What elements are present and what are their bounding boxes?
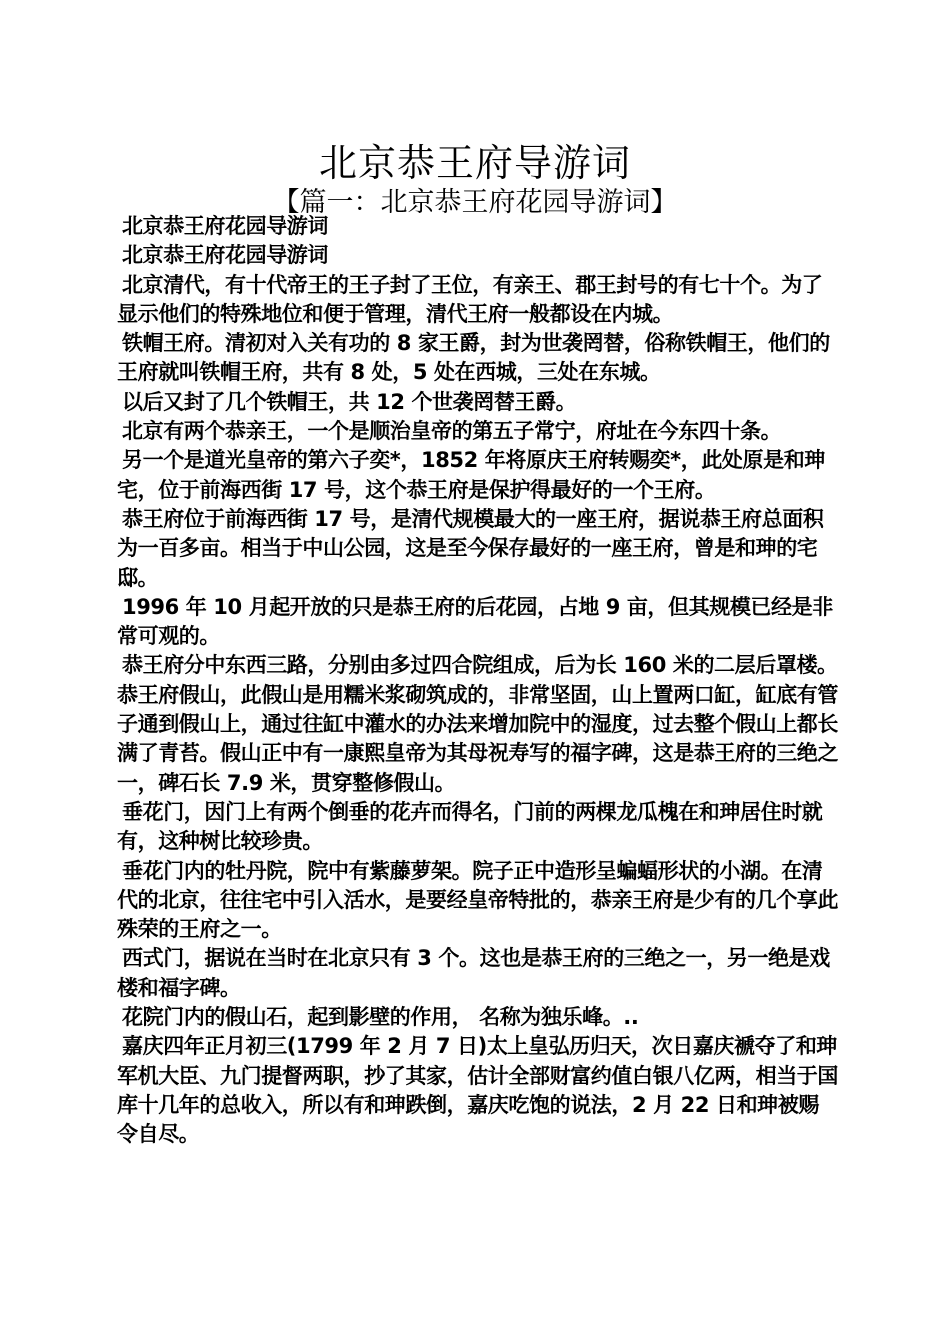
paragraph: 垂花门，因门上有两个倒垂的花卉而得名，门前的两棵龙瓜槐在和珅居住时就有，这种树比较珍贵。: [117, 799, 823, 854]
paragraph: 恭王府分中东西三路，分别由多过四合院组成，后为长 160 米的二层后罩楼。恭王府假山，此假山是用糯米浆砌筑成的，非常坚固，山上置两口缸，缸底有管子通到假山上，通过往缸中灌水的办法来增加院中的湿度，过去整个假山上都长满了青苔。假山正中有一康熙皇帝为其母祝寿写的福字碑，这是恭王府的三绝之一，碑石长 7.9 米，贯穿整修假山。: [117, 653, 838, 795]
document-title: 北京恭王府导游词: [318, 141, 631, 186]
paragraph: 恭王府位于前海西街 17 号，是清代规模最大的一座王府，据说恭王府总面积为一百多亩。相当于中山公园，这是至今保存最好的一座王府，曾是和珅的宅邸。: [117, 506, 824, 590]
document-body: [117, 212, 839, 1150]
paragraph: 北京有两个恭亲王，一个是顺治皇帝的第五子常宁，府址在今东四十条。: [122, 419, 782, 444]
paragraph: 北京恭王府花园导游词: [122, 214, 328, 238]
paragraph: 以后又封了几个铁帽王，共 12 个世袭罔替王爵。: [122, 389, 577, 414]
paragraph: 北京恭王府花园导游词: [122, 243, 328, 268]
paragraph: 垂花门内的牡丹院，院中有紫藤萝架。院子正中造形呈蝙蝠形状的小湖。在清代的北京，往往宅中引入活水，是要经皇帝特批的，恭亲王府是少有的几个享此殊荣的王府之一。: [117, 858, 838, 942]
paragraph: 另一个是道光皇帝的第六子奕*，1852 年将原庆王府转赐奕*，此处原是和珅宅，位于前海西街 17 号，这个恭王府是保护得最好的一个王府。: [117, 448, 825, 502]
paragraph: 1996 年 10 月起开放的只是恭王府的后花园，占地 9 亩，但其规模已经是非常可观的。: [117, 594, 833, 649]
paragraph: 花院门内的假山石，起到影壁的作用， 名称为独乐峰。..: [122, 1005, 639, 1030]
document-subtitle: 【篇一：北京恭王府花园导游词】: [272, 187, 678, 219]
paragraph: 西式门，据说在当时在北京只有 3 个。这也是恭王府的三绝之一，另一绝是戏楼和福字碑。: [117, 946, 830, 1000]
paragraph: 铁帽王府。清初对入关有功的 8 家王爵，封为世袭罔替，俗称铁帽王，他们的王府就叫铁帽王府，共有 8 处，5 处在西城，三处在东城。: [117, 331, 830, 385]
paragraph: 北京清代，有十代帝王的王子封了王位，有亲王、郡王封号的有七十个。为了显示他们的特殊地位和便于管理，清代王府一般都设在内城。: [117, 272, 823, 326]
paragraph: 嘉庆四年正月初三(1799 年 2 月 7 日)太上皇弘历归天，次日嘉庆褫夺了和珅军机大臣、九门提督两职，抄了其家，估计全部财富约值白银八亿两，相当于国库十几年的总收入，所以有和珅跌倒，嘉庆吃饱的说法，2 月 22 日和珅被赐令自尽。: [117, 1034, 838, 1147]
